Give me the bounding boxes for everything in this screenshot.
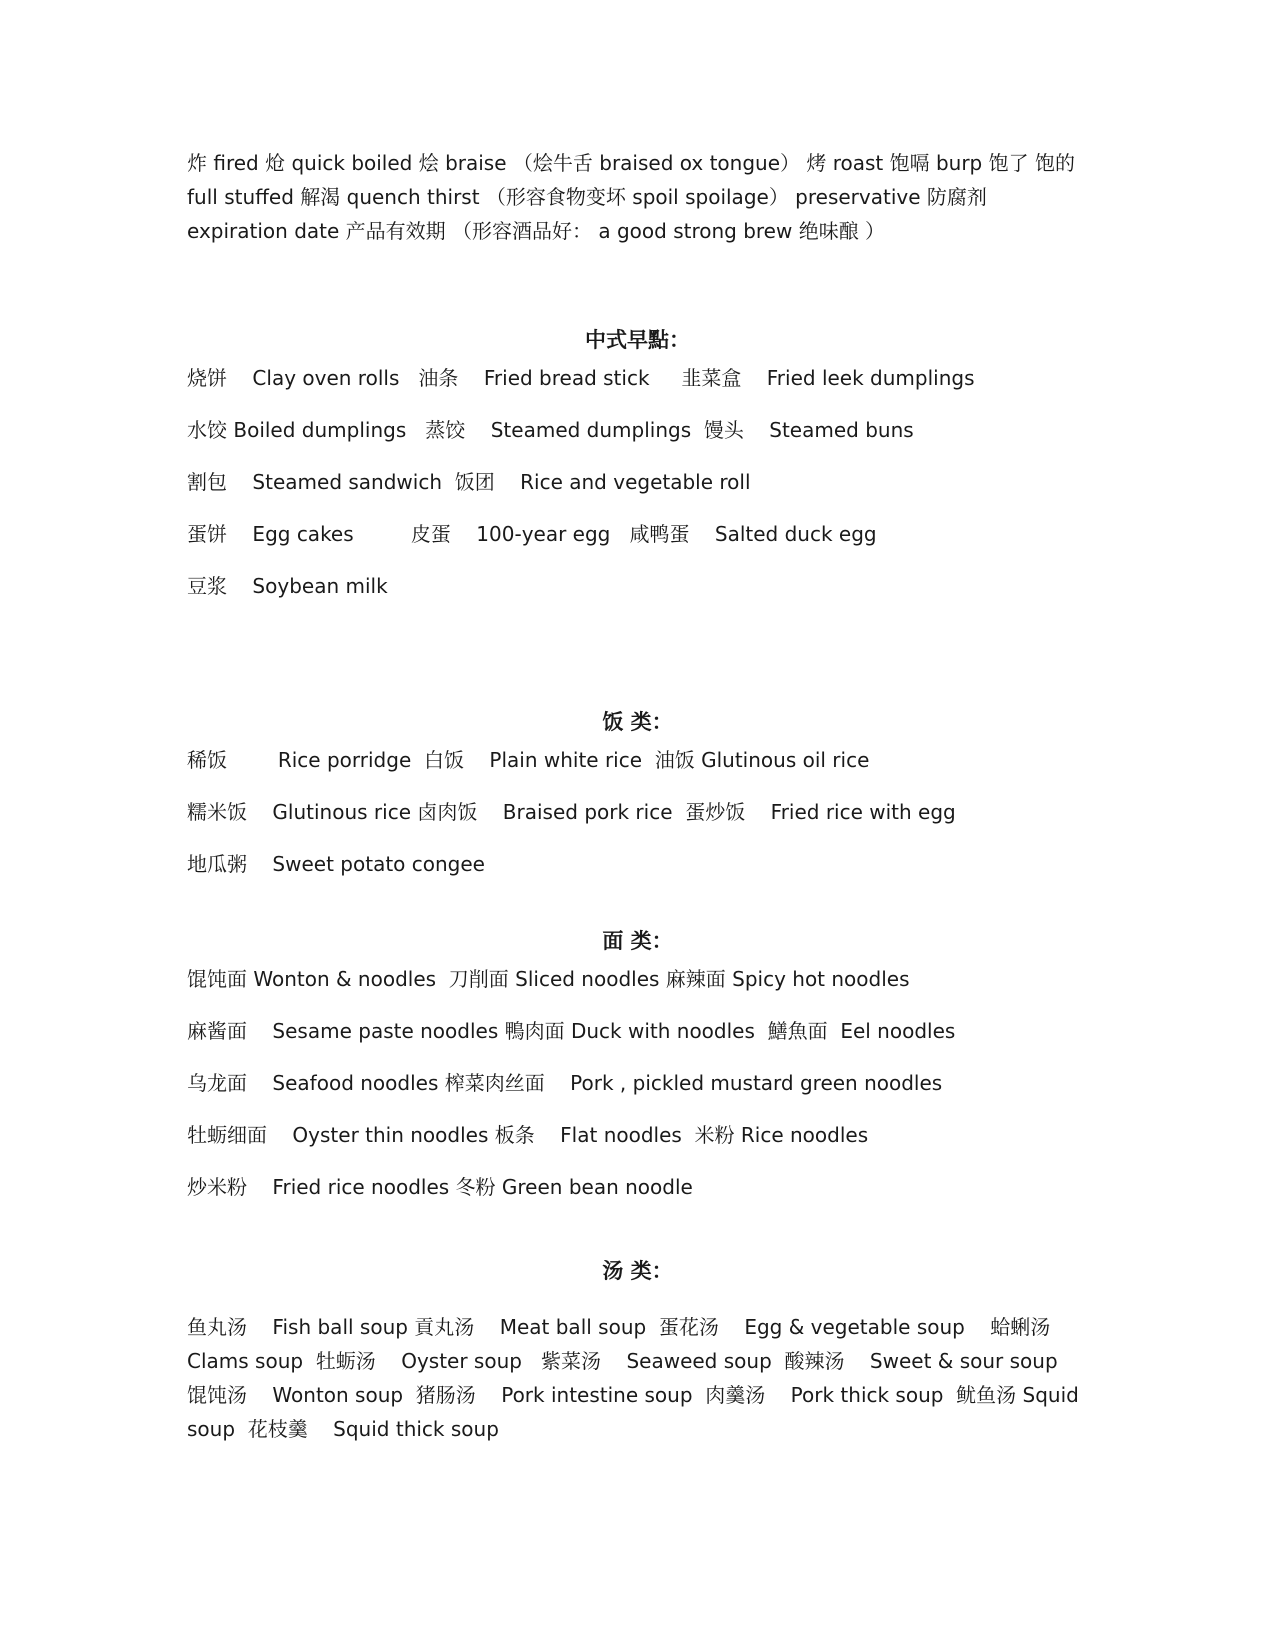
soup-paragraph: 鱼丸汤 Fish ball soup 貢丸汤 Meat ball soup 蛋花汤 Egg & vegetable soup 蛤蜊汤 Clams soup 牡蛎汤 Oyster soup 紫菜汤 Seaweed soup 酸辣汤 Sweet & sour soup 馄饨汤 Wonton soup 猪肠汤 Pork intestine soup 肉羹汤 Pork thick soup 鱿鱼汤 Squid soup 花枝羹 Squid thick soup xyxy=(187,1315,1086,1441)
rice-line: 稀饭 Rice porridge 白饭 Plain white rice 油饭 Glutinous oil rice xyxy=(187,748,870,772)
section-heading-breakfast: 中式早點： xyxy=(585,328,690,352)
noodles-line: 麻酱面 Sesame paste noodles 鴨肉面 Duck with noodles 鱔魚面 Eel noodles xyxy=(187,1019,956,1043)
noodles-line: 炒米粉 Fried rice noodles 冬粉 Green bean noodle xyxy=(187,1175,693,1199)
section-heading-noodles: 面 类： xyxy=(602,929,673,953)
rice-line: 糯米饭 Glutinous rice 卤肉饭 Braised pork rice 蛋炒饭 Fried rice with egg xyxy=(187,800,956,824)
breakfast-line: 水饺 Boiled dumplings 蒸饺 Steamed dumplings 馒头 Steamed buns xyxy=(187,418,914,442)
breakfast-line: 割包 Steamed sandwich 饭团 Rice and vegetable roll xyxy=(187,470,751,494)
breakfast-line: 蛋饼 Egg cakes 皮蛋 100-year egg 咸鸭蛋 Salted duck egg xyxy=(187,522,877,546)
intro-paragraph: 炸 fired 炝 quick boiled 烩 braise （烩牛舌 braised ox tongue） 烤 roast 饱嗝 burp 饱了 饱的 full stuffed 解渴 quench thirst （形容食物变坏 spoil spoilage） preservative 防腐剂 expiration date 产品有效期 （形容酒品好： a good strong brew 绝味酿 ） xyxy=(187,151,1082,243)
section-heading-soup: 汤 类： xyxy=(602,1259,673,1283)
breakfast-line: 豆浆 Soybean milk xyxy=(187,574,388,598)
noodles-line: 乌龙面 Seafood noodles 榨菜肉丝面 Pork , pickled mustard green noodles xyxy=(187,1071,943,1095)
breakfast-line: 烧饼 Clay oven rolls 油条 Fried bread stick 韭菜盒 Fried leek dumplings xyxy=(187,366,975,390)
noodles-line: 馄饨面 Wonton & noodles 刀削面 Sliced noodles 麻辣面 Spicy hot noodles xyxy=(187,967,910,991)
section-heading-rice: 饭 类： xyxy=(602,710,673,734)
rice-line: 地瓜粥 Sweet potato congee xyxy=(187,852,485,876)
noodles-line: 牡蛎细面 Oyster thin noodles 板条 Flat noodles 米粉 Rice noodles xyxy=(187,1123,869,1147)
